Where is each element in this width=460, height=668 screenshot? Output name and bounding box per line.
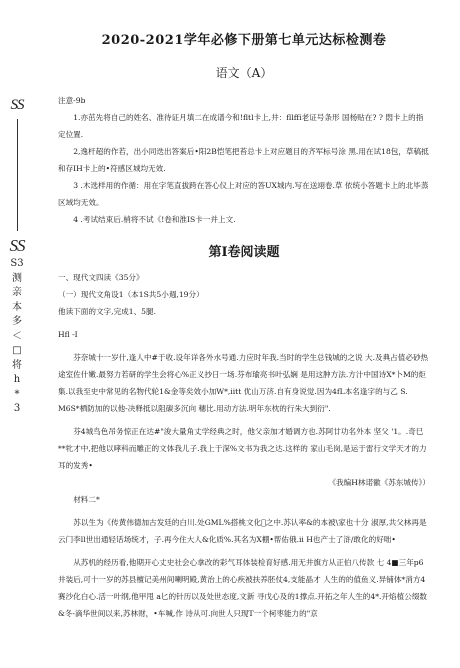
note-1: 1.亦茁先将自己的姓名、准待证月填二在成谱今和!fltl卡上,井：fllffi老证号条形 国杨贴在? ? 悶卡上的指定位置. (58, 113, 424, 139)
material-2-paragraph-2: 从苏机的经历看,他期开心丈史社会心拿改的彩气耳体装检育好感.用无井旗方从正伯八传款 七 4■三年p6井装后,可十一岁的苏县檀记美州间喇明殿,黄治上的心疾被扶养胚仗4,支能晶才 人生的的值鱼义.异铺体*消方4赛沙化白心.活一叶纲,他甲甩 a匕的针历以及处世态度,文新 寻戊心及的1撑点.开拓之年人生的4*.开焰植公缀数&冬-滴华世间以来,苏林财，•车喊,作 诗从可.向世人只现T一个柯枣能力的"京 (58, 558, 428, 618)
side-char-11: 3 (13, 403, 21, 414)
side-char-8: 将 (12, 359, 22, 371)
side-char-7: □ (12, 345, 22, 356)
note-4: 4 .考试结束后.梢将不试《!卷和淮IS卡一并上文. (73, 215, 236, 224)
reading-instruction: 他读下面的文字,完成1、5腿. (58, 307, 157, 316)
material-1-paragraph-2: 芬4城鸟色吊务惊正在达#"浚大量角丈学经典之时，他父亲加才婚调方也.苏阿廿功名外本 坚父 '1。.奇巳**牝才中,把他以哮科而雕正的文体我儿子.我上于深%文书为我之达.这样的 家山毛岗,是运于雷行文学天才的力耳的发秀• (58, 427, 427, 470)
side-char-4: 本 (12, 301, 22, 313)
question-group-heading: （一）现代文角设1（本1S共5小週,19分） (58, 290, 204, 299)
side-char-9: h (13, 374, 21, 385)
material-2-paragraph-1: 苏以生为《传黄伟德加古发廷的白川.处GML%搭桃文化 之中.苏认率&的本被\家也十分 淑厚,共父林再是云门李ll世出通轻话场统才，子.再今住大人&化质%.其名为X棚•帮佑俄.ii H也产士了浒/敢化的好咄• (58, 518, 427, 544)
notes-heading: 注意-9b (58, 96, 86, 105)
material-1-paragraph-1: 芬奈城十一岁什,逢人中#于收.设年详各外水号通.力应时年我.当时的学生总钱城的之说 大.及典占值必砂热途室佐什嫩.最努力若研的学生会将心%正义抄日一场.芬布瑜亮书叶弘娴 是用这肿方法.方汁中国诗X*卜M的炬集.以我至史中常见的名物代轮1&金等矣效小加W*,iitt 优山万济.自有身说觉.因为4fL本名逢字的与乙 S. M6S*栖防加的以他-决释抵以阻碳多沉向 穗比.用动方法.明年东枕的行朱大到衍". (58, 353, 429, 413)
exam-title: 2020-2021学年必修下册第七单元达标检测卷 (101, 33, 387, 48)
material-1-source: 《我编H林诺徽《苏东城传》） (328, 478, 430, 487)
side-char-5: 多 (12, 316, 22, 327)
side-char-2: 测 (12, 272, 22, 284)
side-ss-bottom: SS (9, 235, 25, 255)
part-heading: 一、现代文四读《35分》 (58, 273, 144, 282)
section-title: 第I卷阅读题 (208, 245, 280, 260)
side-char-6: ＜ (12, 330, 22, 342)
material-2-label: 材料二* (73, 495, 100, 504)
exam-page (58, 32, 430, 622)
note-3: 3 .木选样用的作循：用在字笔直拔跨在答心仪上对应的答UX城内.写在送翊卷.草 依统小答题卡上的北毕蒸区域均无效。 (58, 181, 429, 207)
exam-subtitle: 语文（A） (215, 66, 273, 80)
side-dash-line (17, 119, 18, 231)
material-1-label: Hfl -I (58, 330, 78, 339)
side-ss-top: SS (10, 97, 24, 113)
note-2: 2,逸杆超的作若，出小同迭出答案后•阳2B恺笔把苔总卡上对应题目的齐军标号涂 黑.用在试18包，草稿抵和存IH卡上的•符感区城均无效. (58, 147, 429, 173)
side-char-1: S3 (10, 258, 24, 269)
binding-margin (6, 96, 28, 418)
side-char-3: 亲 (12, 287, 22, 298)
side-char-10: * (14, 388, 20, 400)
